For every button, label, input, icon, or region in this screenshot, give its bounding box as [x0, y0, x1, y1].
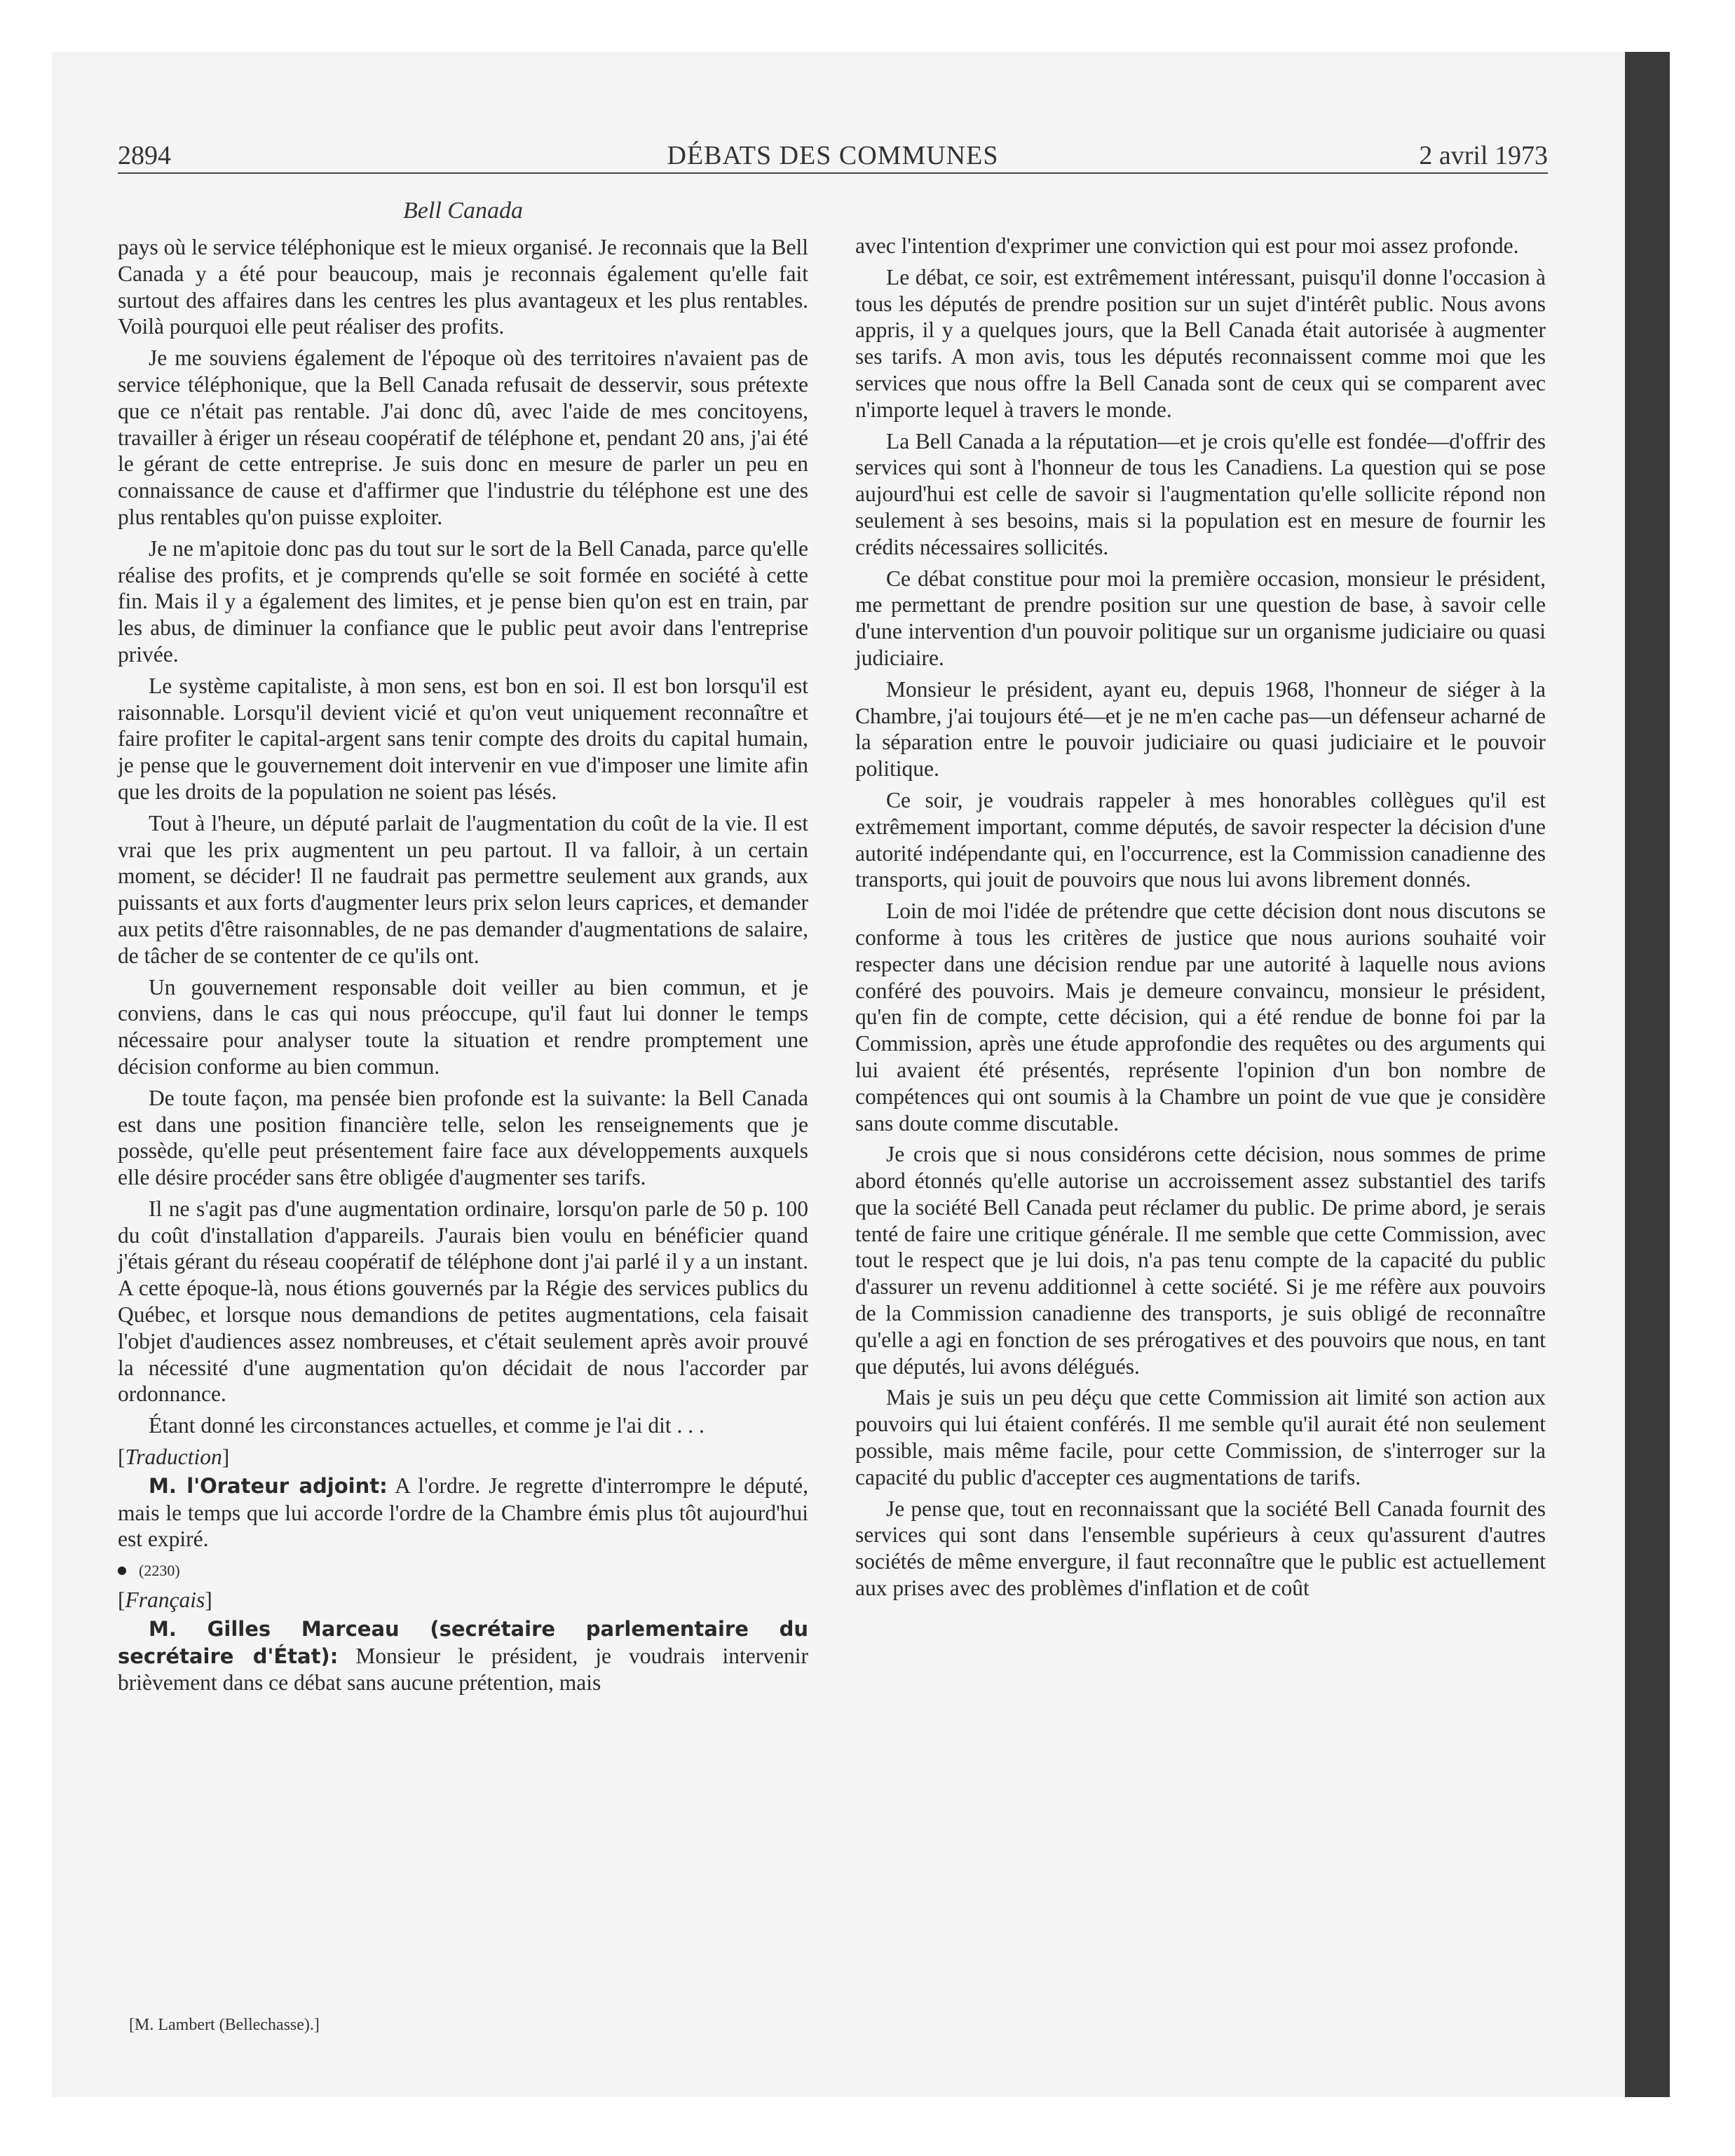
paragraph: Le système capitaliste, à mon sens, est bon en soi. Il est bon lorsqu'il est raisonnable. Lorsqu'il devient vicié et qu'on veut uniquement reconnaître et faire profiter le capital-argent sans tenir compte des droits du capital humain, je pense que le gouvernement doit intervenir en vue d'imposer une limite afin que les droits de la population ne soient pas lésés.	[118, 673, 808, 804]
paragraph: Ce débat constitue pour moi la première occasion, monsieur le président, me permettant de prendre position sur une question de base, à savoir celle d'une intervention d'un pouvoir politique sur un organisme judiciaire ou quasi judiciaire.	[855, 566, 1546, 670]
paragraph: Le débat, ce soir, est extrêmement intéressant, puisqu'il donne l'occasion à tous les députés de prendre position sur un sujet d'intérêt public. Nous avons appris, il y a quelques jours, que la Bell Canada était autorisée à augmenter ses tarifs. A mon avis, tous les députés reconnaissent comme moi que les services que nous offre la Bell Canada sont de ceux qui se comparent avec n'importe lequel à travers le monde.	[855, 264, 1546, 422]
paragraph: Il ne s'agit pas d'une augmentation ordinaire, lorsqu'on parle de 50 p. 100 du coût d'installation d'appareils. J'aurais bien voulu en bénéficier quand j'étais gérant du réseau coopératif de téléphone dont j'ai parlé il y a un instant. A cette époque-là, nous étions gouvernés par la Régie des services publics du Québec, et lorsque nous demandions de petites augmentations, cela faisait l'objet d'audiences assez nombreuses, et c'était seulement après avoir prouvé la nécessité d'une augmentation qu'on décidait de nous l'accorder par ordonnance.	[118, 1196, 808, 1407]
journal-title: DÉBATS DES COMMUNES	[667, 141, 999, 170]
right-column	[855, 233, 1546, 1606]
paragraph: pays où le service téléphonique est le mieux organisé. Je reconnais que la Bell Canada y a été pour beaucoup, mais je reconnais également qu'elle fait surtout des affaires dans les centres les plus avantageux et les plus rentables. Voilà pourquoi elle peut réaliser des profits.	[118, 235, 808, 339]
paragraph: Monsieur le président, ayant eu, depuis 1968, l'honneur de siéger à la Chambre, j'ai toujours été—et je ne m'en cache pas—un défenseur acharné de la séparation entre le pouvoir judiciaire ou quasi judiciaire et le pouvoir politique.	[855, 676, 1546, 782]
paragraph: avec l'intention d'exprimer une conviction qui est pour moi assez profonde.	[855, 233, 1519, 258]
bullet-icon	[118, 1567, 126, 1575]
language-tag: [Français]	[118, 1588, 212, 1613]
page-date: 2 avril 1973	[1419, 141, 1548, 170]
paragraph: De toute façon, ma pensée bien profonde est la suivante: la Bell Canada est dans une position financière telle, selon les renseignements que je possède, qu'elle peut présentement faire face aux développements auxquels elle désire procéder sans être obligée d'augmenter ses tarifs.	[118, 1085, 808, 1190]
footnote: [M. Lambert (Bellechasse).]	[129, 2016, 320, 2034]
page-header	[118, 139, 1548, 174]
left-column	[118, 234, 808, 1701]
page-number: 2894	[118, 141, 171, 170]
speaker-name: M. Gilles Marceau (secrétaire parlementaire du secrétaire d'État):	[118, 1616, 808, 1668]
speech-paragraph	[118, 1616, 808, 1696]
paragraph: Tout à l'heure, un député parlait de l'augmentation du coût de la vie. Il est vrai que les prix augmentent un peu partout. Il va falloir, à un certain moment, se décider! Il ne faudrait pas permettre seulement aux grands, aux puissants et aux forts d'augmenter leurs prix selon leurs caprices, et demander aux petits d'être raisonnables, de ne pas demander d'augmentations de salaire, de tâcher de se contenter de ce qu'ils ont.	[118, 810, 808, 968]
paragraph: Je crois que si nous considérons cette décision, nous sommes de prime abord étonnés qu'elle autorise un accroissement assez substantiel des tarifs que la société Bell Canada peut réclamer du public. De prime abord, je serais tenté de faire une critique générale. Il me semble que cette Commission, avec tout le respect que je lui dois, n'a pas tenu compte de la capacité du public d'assurer un revenu additionnel à cette société. Si je me réfère aux pouvoirs de la Commission canadienne des transports, je suis obligé de reconnaître qu'elle a agi en fonction de ses prérogatives et des pouvoirs que nous, en tant que députés, lui avons délégués.	[855, 1142, 1546, 1379]
translation-tag: [Traduction]	[118, 1445, 230, 1470]
paragraph: Je me souviens également de l'époque où des territoires n'avaient pas de service téléphonique, que la Bell Canada refusait de desservir, sous prétexte que ce n'était pas rentable. J'ai donc dû, avec l'aide de mes concitoyens, travailler à ériger un réseau coopératif de téléphone et, pendant 20 ans, j'ai été le gérant de cette entreprise. Je suis donc en mesure de parler un peu en connaissance de cause et d'affirmer que l'industrie du téléphone est une des plus rentables qu'on puisse exploiter.	[118, 346, 808, 529]
subject-heading: Bell Canada	[403, 198, 523, 224]
paragraph: Loin de moi l'idée de prétendre que cette décision dont nous discutons se conforme à tous les critères de justice que nous aurions souhaité voir respecter dans une décision rendue par une autorité à laquelle nous avions conféré des pouvoirs. Mais je demeure convaincu, monsieur le président, qu'en fin de compte, cette décision, qui a été rendue de bonne foi par la Commission, après une étude approfondie des requêtes ou des arguments qui lui avaient été présentés, représente l'opinion d'un bon nombre de compétences qui ont soumis à la Chambre un point de vue que je considère sans doute comme discutable.	[855, 899, 1546, 1135]
speech-text: Monsieur le président, je voudrais intervenir brièvement dans ce débat sans aucune prétention, mais	[118, 1643, 808, 1696]
speech-text: A l'ordre. Je regrette d'interrompre le député, mais le temps que lui accorde l'ordre de la Chambre émis plus tôt aujourd'hui est expiré.	[118, 1473, 808, 1552]
scan-edge	[1625, 52, 1670, 2097]
time-mark-text: (2230)	[139, 1562, 180, 1580]
paragraph: Ce soir, je voudrais rappeler à mes honorables collègues qu'il est extrêmement important, comme députés, de savoir respecter la décision d'une autorité indépendante qui, en l'occurrence, est la Commission canadienne des transports, qui jouit de pouvoirs que nous lui avons librement donnés.	[855, 787, 1546, 892]
speech-paragraph	[118, 1473, 808, 1553]
paragraph: Je pense que, tout en reconnaissant que la société Bell Canada fournit des services qui sont dans l'ensemble supérieurs à ceux qu'assurent d'autres sociétés de même envergure, il faut reconnaître que le public est actuellement aux prises avec des problèmes d'inflation et de coût	[855, 1496, 1546, 1601]
paragraph: Je ne m'apitoie donc pas du tout sur le sort de la Bell Canada, parce qu'elle réalise des profits, et je comprends qu'elle se soit formée en société à cette fin. Mais il y a également des limites, et je pense bien qu'on est en train, par les abus, de diminuer la confiance que le public peut avoir dans l'entreprise privée.	[118, 535, 808, 667]
paragraph: Étant donné les circonstances actuelles, et comme je l'ai dit . . .	[149, 1413, 705, 1438]
paragraph: Un gouvernement responsable doit veiller au bien commun, et je conviens, dans le cas qui nous préoccupe, qu'il faut lui donner le temps nécessaire pour analyser toute la situation et rendre promptement une décision conforme au bien commun.	[118, 974, 808, 1079]
time-marker	[118, 1557, 808, 1584]
paragraph: Mais je suis un peu déçu que cette Commission ait limité son action aux pouvoirs qui lui étaient conférés. Il me semble qu'il aurait été non seulement possible, mais même facile, pour cette Commission, de s'interroger sur la capacité du public d'accepter ces augmentations de tarifs.	[855, 1385, 1546, 1489]
speaker-name: M. l'Orateur adjoint:	[149, 1473, 388, 1498]
paragraph: La Bell Canada a la réputation—et je crois qu'elle est fondée—d'offrir des services qui sont à l'honneur de tous les Canadiens. La question qui se pose aujourd'hui est celle de savoir si l'augmentation qu'elle sollicite répond non seulement à ses besoins, mais si la population est en mesure de fournir les crédits nécessaires sollicités.	[855, 428, 1546, 559]
